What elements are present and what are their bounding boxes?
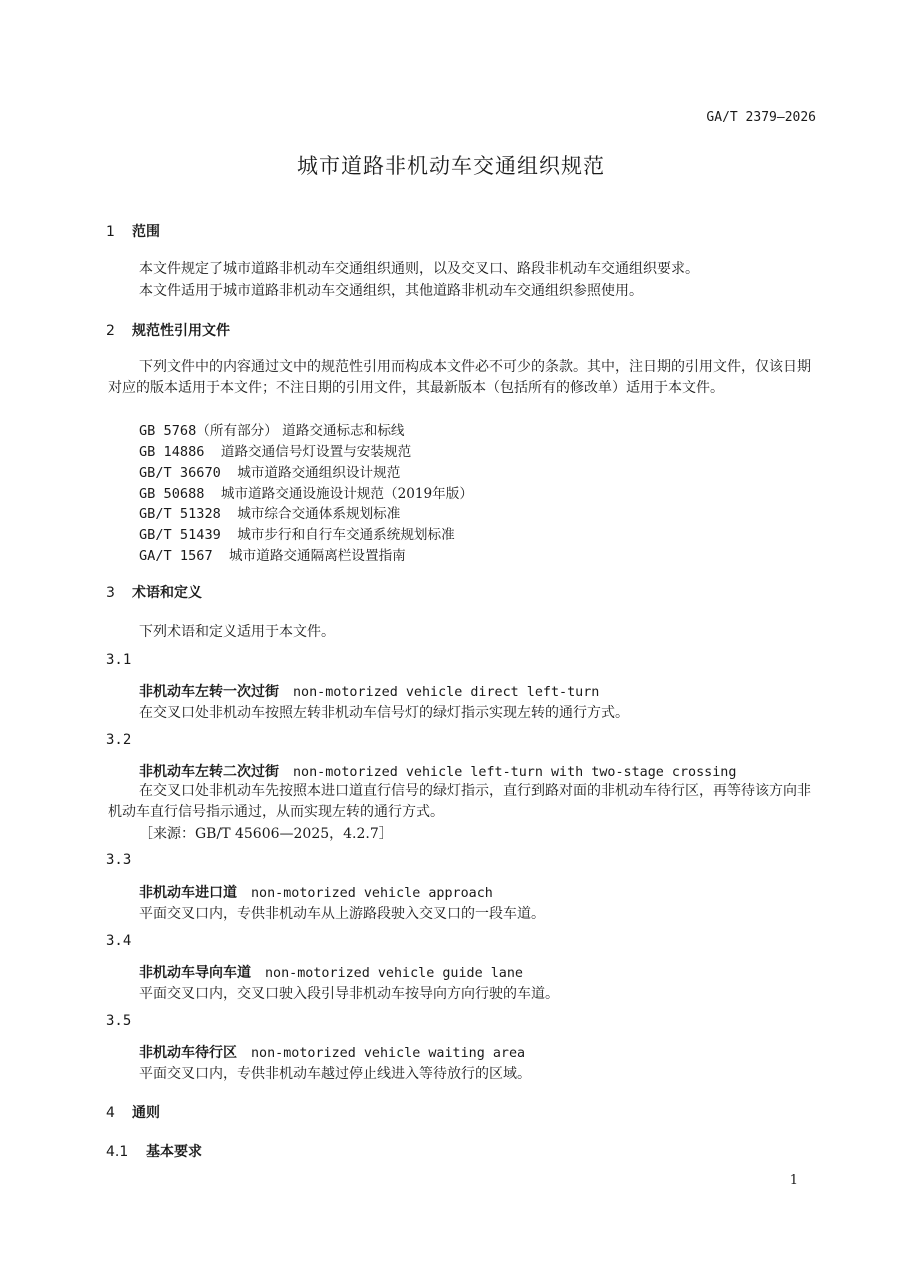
term-english: non-motorized vehicle guide lane <box>265 966 523 981</box>
subsection-title: 基本要求 <box>146 1144 202 1160</box>
term-number: 3.4 <box>106 933 132 949</box>
term-english: non-motorized vehicle approach <box>251 886 493 901</box>
term-definition: 平面交叉口内，交叉口驶入段引导非机动车按导向方向行驶的车道。 <box>139 986 559 1002</box>
reference-code: GB 50688 <box>139 486 205 502</box>
reference-name: 城市综合交通体系规划标准 <box>237 506 401 522</box>
reference-code: GB/T 51439 <box>139 527 221 543</box>
term-number: 3.2 <box>106 732 132 748</box>
subsection-number: 4.1 <box>106 1144 129 1160</box>
section-number: 2 <box>106 323 115 339</box>
term-chinese: 非机动车左转一次过街 <box>139 684 279 700</box>
reference-item <box>139 523 455 543</box>
section-heading-1 <box>106 221 160 241</box>
term-definition: 平面交叉口内，专供非机动车越过停止线进入等待放行的区域。 <box>139 1066 531 1082</box>
reference-item <box>139 544 406 564</box>
reference-name: 城市步行和自行车交通系统规划标准 <box>237 527 455 543</box>
term-heading <box>139 882 493 902</box>
term-chinese: 非机动车左转二次过街 <box>139 764 279 780</box>
reference-item <box>139 482 473 502</box>
term-chinese: 非机动车导向车道 <box>139 965 251 981</box>
term-number: 3.1 <box>106 652 132 668</box>
section-title: 术语和定义 <box>132 585 202 601</box>
reference-code: GB/T 36670 <box>139 465 221 481</box>
paragraph: 下列文件中的内容通过文中的规范性引用而构成本文件必不可少的条款。其中，注日期的引用文件，仅该日期对应的版本适用于本文件；不注日期的引用文件，其最新版本（包括所有的修改单）适用于本文件。 <box>108 359 811 396</box>
reference-item <box>139 502 400 522</box>
page-number: 1 <box>789 1173 798 1188</box>
reference-name: 城市道路交通组织设计规范 <box>237 465 401 481</box>
subsection-heading-4-1 <box>106 1141 202 1161</box>
term-chinese: 非机动车进口道 <box>139 885 237 901</box>
section-title: 通则 <box>132 1105 160 1121</box>
term-english: non-motorized vehicle direct left-turn <box>293 685 600 700</box>
term-chinese: 非机动车待行区 <box>139 1045 237 1061</box>
reference-code: GB 5768 <box>139 423 197 439</box>
term-heading <box>139 962 523 982</box>
document-code: GA/T 2379—2026 <box>706 110 816 125</box>
section-heading-3 <box>106 582 202 602</box>
term-english: non-motorized vehicle waiting area <box>251 1046 526 1061</box>
section-heading-2 <box>106 320 230 340</box>
section-heading-4 <box>106 1102 160 1122</box>
section-title: 范围 <box>132 224 160 240</box>
section-number: 3 <box>106 585 115 601</box>
term-number: 3.5 <box>106 1013 132 1029</box>
term-english: non-motorized vehicle left-turn with two-stage crossing <box>293 765 737 780</box>
term-heading <box>139 1042 525 1062</box>
reference-name: 城市道路交通设施设计规范（2019年版） <box>220 486 473 502</box>
reference-name: （所有部分） 道路交通标志和标线 <box>196 423 405 439</box>
reference-item <box>139 461 400 481</box>
reference-name: 城市道路交通隔离栏设置指南 <box>229 548 406 564</box>
term-definition: 平面交叉口内，专供非机动车从上游路段驶入交叉口的一段车道。 <box>139 906 545 922</box>
document-title: 城市道路非机动车交通组织规范 <box>297 154 605 178</box>
reference-item <box>139 419 405 439</box>
paragraph: 本文件规定了城市道路非机动车交通组织通则，以及交叉口、路段非机动车交通组织要求。 <box>139 261 699 277</box>
reference-code: GB/T 51328 <box>139 506 221 522</box>
term-definition: 在交叉口处非机动车按照左转非机动车信号灯的绿灯指示实现左转的通行方式。 <box>139 705 629 721</box>
reference-name: 道路交通信号灯设置与安装规范 <box>220 444 412 460</box>
section-number: 4 <box>106 1105 115 1121</box>
term-source: ［来源：GB/T 45606—2025，4.2.7］ <box>139 826 393 842</box>
paragraph: 本文件适用于城市道路非机动车交通组织，其他道路非机动车交通组织参照使用。 <box>139 283 643 299</box>
paragraph: 下列术语和定义适用于本文件。 <box>139 624 335 640</box>
term-number: 3.3 <box>106 852 132 868</box>
term-heading <box>139 761 736 781</box>
term-heading <box>139 681 599 701</box>
reference-code: GB 14886 <box>139 444 205 460</box>
reference-code: GA/T 1567 <box>139 548 213 564</box>
section-number: 1 <box>106 224 115 240</box>
reference-item <box>139 440 411 460</box>
section-title: 规范性引用文件 <box>132 323 230 339</box>
term-definition: 在交叉口处非机动车先按照本进口道直行信号的绿灯指示，直行到路对面的非机动车待行区，再等待该方向非机动车直行信号指示通过，从而实现左转的通行方式。 <box>108 783 811 820</box>
